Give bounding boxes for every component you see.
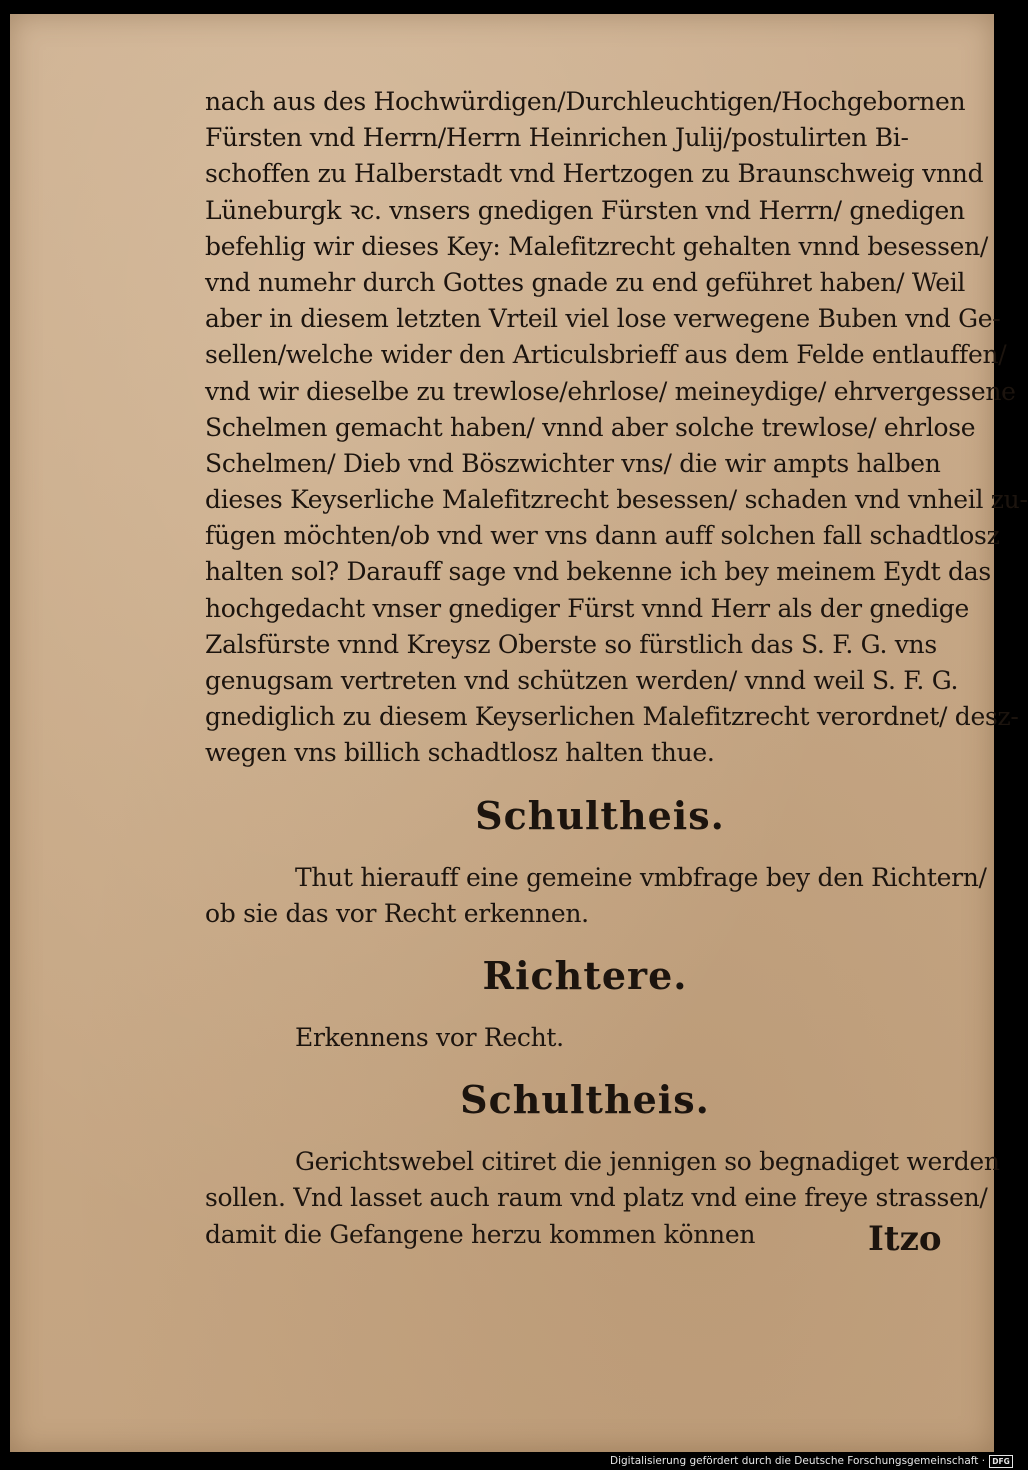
speaker-heading-schultheis: Schultheis.	[460, 1077, 710, 1123]
text-line: gnediglich zu diesem Keyserlichen Malefitzrecht verordnet/ desz-	[205, 702, 1019, 732]
text-line: hochgedacht vnser gnediger Fürst vnnd Herr als der gnedige	[205, 593, 970, 623]
text-line: dieses Keyserliche Malefitzrecht besessen/ schaden vnd vnheil zu-	[205, 485, 1028, 515]
text-line: nach aus des Hochwürdigen/Durchleuchtigen/Hochgebornen	[205, 87, 966, 116]
text-line: halten sol? Darauff sage vnd bekenne ich bey meinem Eydt das	[205, 557, 991, 587]
speaker-heading-schultheis: Schultheis.	[475, 792, 725, 838]
text-line: Schelmen/ Dieb vnd Böszwichter vns/ die wir ampts halben	[205, 448, 941, 478]
credit-text: Digitalisierung gefördert durch die Deutsche Forschungsgemeinschaft ·	[610, 1455, 986, 1467]
text-line: aber in diesem letzten Vrteil viel lose verwegene Buben vnd Ge-	[205, 304, 1001, 334]
text-line: Erkennens vor Recht.	[295, 1022, 564, 1052]
text-line: damit die Gefangene herzu kommen können	[205, 1219, 756, 1249]
catchword: Itzo	[868, 1219, 942, 1259]
text-line: befehlig wir dieses Key: Malefitzrecht gehalten vnnd besessen/	[205, 231, 989, 261]
text-line: Lüneburgk ꝛc. vnsers gnedigen Fürsten vnd Herrn/ gnedigen	[205, 195, 965, 225]
page-text	[205, 84, 1028, 1253]
text-line: Zalsfürste vnnd Kreysz Oberste so fürstlich das S. F. G. vns	[205, 629, 937, 659]
text-line: genugsam vertreten vnd schützen werden/ vnnd weil S. F. G.	[205, 666, 959, 695]
text-line: Schelmen gemacht haben/ vnnd aber solche trewlose/ ehrlose	[205, 412, 976, 442]
digitization-credit	[610, 1453, 1013, 1469]
text-line: Gerichtswebel citiret die jennigen so begnadiget werden	[295, 1147, 1000, 1177]
text-line: schoffen zu Halberstadt vnd Hertzogen zu Braunschweig vnnd	[205, 159, 984, 189]
text-line: vnd numehr durch Gottes gnade zu end geführet haben/ Weil	[205, 267, 966, 297]
text-line: ob sie das vor Recht erkennen.	[205, 898, 589, 928]
text-line: Thut hierauff eine gemeine vmbfrage bey den Richtern/	[295, 862, 987, 892]
text-line: vnd wir dieselbe zu trewlose/ehrlose/ meineydige/ ehrvergessene	[205, 376, 1016, 406]
text-line: fügen möchten/ob vnd wer vns dann auff solchen fall schadtlosz	[205, 521, 1000, 551]
speaker-heading-richtere: Richtere.	[482, 952, 688, 998]
text-line: Fürsten vnd Herrn/Herrn Heinrichen Julij/postulirten Bi-	[205, 123, 909, 153]
dfg-logo-icon: DFG	[989, 1455, 1013, 1468]
book-page	[10, 14, 1028, 1452]
text-line: sellen/welche wider den Articulsbrieff aus dem Felde entlauffen/	[205, 340, 1007, 370]
text-line: wegen vns billich schadtlosz halten thue.	[205, 738, 715, 768]
text-line: sollen. Vnd lasset auch raum vnd platz vnd eine freye strassen/	[205, 1183, 988, 1213]
